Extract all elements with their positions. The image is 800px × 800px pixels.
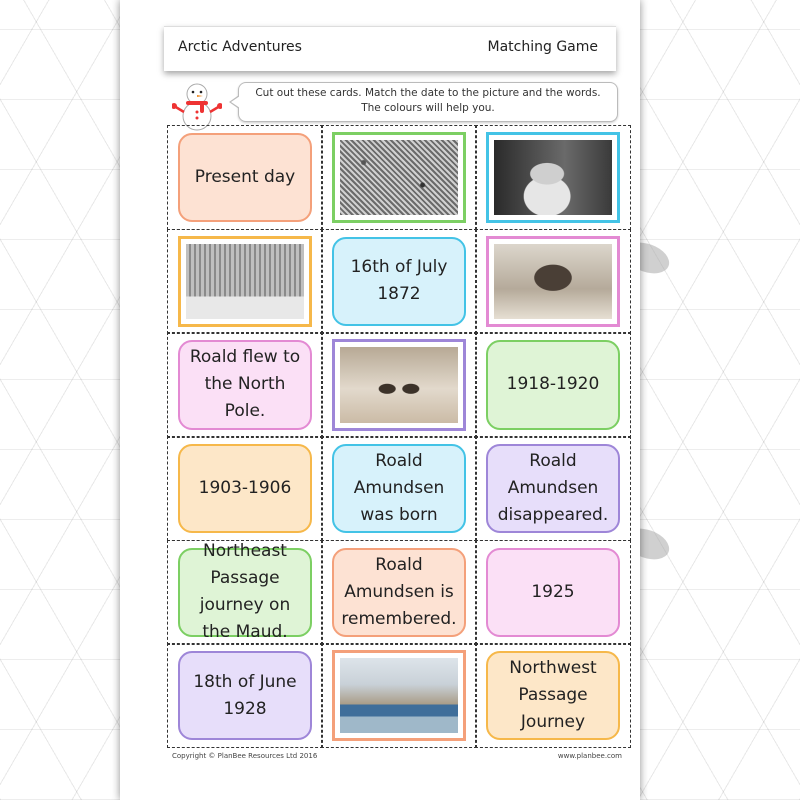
text-card: 1918-1920 [486, 340, 620, 429]
card-cell [167, 125, 323, 230]
header-title-left: Arctic Adventures [178, 39, 302, 55]
card-cell [321, 540, 477, 645]
card-cell [321, 229, 477, 334]
worksheet-page [120, 0, 640, 800]
photo-card [332, 650, 466, 741]
card-cell [475, 436, 631, 541]
card-cell [167, 229, 323, 334]
card-cell [475, 229, 631, 334]
monument-photo [340, 658, 458, 733]
text-card: 1925 [486, 548, 620, 637]
card-cell [167, 332, 323, 437]
text-card: 1903-1906 [178, 444, 312, 533]
text-card: Present day [178, 133, 312, 222]
instruction-line-1: Cut out these cards. Match the date to the picture and the words. [255, 87, 601, 99]
text-card: Northwest Passage Journey [486, 651, 620, 740]
woman-photo [494, 140, 612, 215]
copyright-text: Copyright © PlanBee Resources Ltd 2016 [172, 752, 318, 760]
photo-card [486, 236, 620, 327]
card-cell [321, 332, 477, 437]
website-text: www.planbee.com [557, 752, 622, 760]
instruction-line-2: The colours will help you. [361, 102, 495, 114]
photo-card [332, 132, 466, 223]
card-cell [167, 643, 323, 748]
card-cell [321, 643, 477, 748]
card-cell [475, 332, 631, 437]
mountains-photo [340, 140, 458, 215]
card-cell [167, 540, 323, 645]
card-cell [475, 125, 631, 230]
header-banner [164, 26, 616, 71]
photo-card [486, 132, 620, 223]
text-card: Roald Amundsen was born [332, 444, 466, 533]
photo-card [178, 236, 312, 327]
ship-photo [186, 244, 304, 319]
card-cell [321, 436, 477, 541]
text-card: 16th of July 1872 [332, 237, 466, 326]
card-cell [475, 643, 631, 748]
text-card: Roald Amundsen is remembered. [332, 548, 466, 637]
instruction-text [239, 86, 617, 116]
text-card: Northeast Passage journey on the Maud. [178, 548, 312, 637]
text-card: Roald flew to the North Pole. [178, 340, 312, 429]
card-cell [475, 540, 631, 645]
instruction-bubble [238, 82, 618, 122]
photo-card [332, 339, 466, 430]
header-title-right: Matching Game [487, 39, 598, 55]
text-card: 18th of June 1928 [178, 651, 312, 740]
card-cell [321, 125, 477, 230]
pilot-photo [494, 244, 612, 319]
text-card: Roald Amundsen disappeared. [486, 444, 620, 533]
card-cell [167, 436, 323, 541]
walkers-photo [340, 347, 458, 422]
card-grid [168, 126, 630, 748]
